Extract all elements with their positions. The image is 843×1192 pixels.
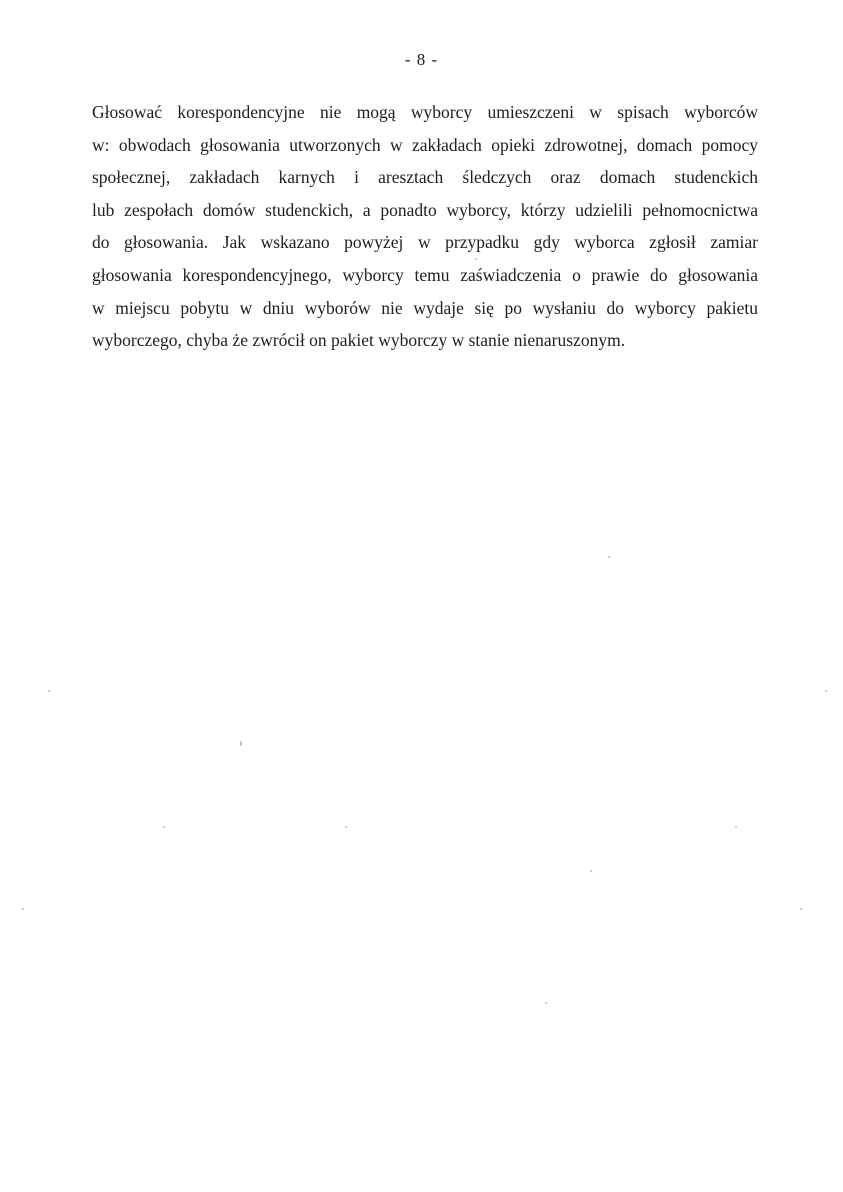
scan-speck — [48, 690, 50, 692]
paragraph-line: do głosowania. Jak wskazano powyżej w przypadku gdy wyborca zgłosił zamiar — [92, 232, 758, 253]
paragraph-line: w miejscu pobytu w dniu wyborów nie wydaje się po wysłaniu do wyborcy pakietu — [92, 297, 758, 318]
scan-speck — [163, 826, 165, 828]
paragraph-line: w: obwodach głosowania utworzonych w zakładach opieki zdrowotnej, domach pomocy — [92, 134, 758, 155]
scan-speck — [475, 258, 477, 260]
scan-speck — [800, 908, 802, 910]
body-paragraph — [92, 96, 758, 357]
scan-speck — [240, 741, 242, 746]
scan-speck — [545, 1002, 547, 1004]
paragraph-line: lub zespołach domów studenckich, a ponadto wyborcy, którzy udzielili pełnomocnictwa — [92, 199, 758, 220]
scan-speck — [22, 908, 24, 910]
paragraph-line: głosowania korespondencyjnego, wyborcy temu zaświadczenia o prawie do głosowania — [92, 264, 758, 285]
scan-speck — [345, 826, 347, 828]
paragraph-line: wyborczego, chyba że zwrócił on pakiet wyborczy w stanie nienaruszonym. — [92, 330, 626, 351]
scan-speck — [590, 870, 592, 872]
paragraph-line: społecznej, zakładach karnych i aresztach śledczych oraz domach studenckich — [92, 167, 758, 188]
scan-speck — [825, 690, 827, 692]
scan-speck — [608, 556, 610, 558]
scan-speck — [735, 826, 737, 828]
paragraph-line: Głosować korespondencyjne nie mogą wyborcy umieszczeni w spisach wyborców — [92, 102, 758, 122]
page-number: - 8 - — [404, 50, 439, 69]
